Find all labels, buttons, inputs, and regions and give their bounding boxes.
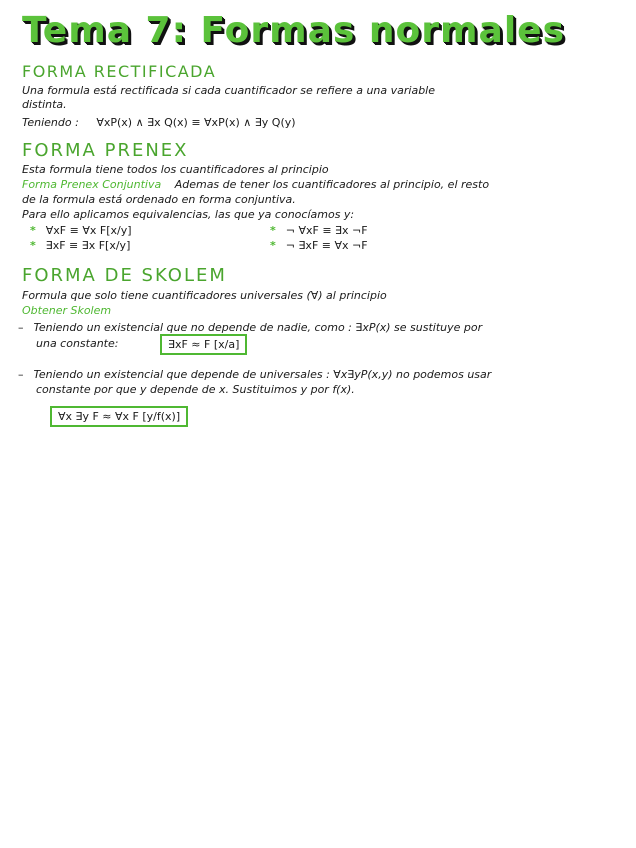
prenex-conjuntiva-line <box>22 178 489 192</box>
skolem-item-1 <box>18 321 482 335</box>
skolem-line-1: Formula que solo tiene cuantificadores universales (∀) al principio <box>22 289 387 302</box>
rectificada-example-label: Teniendo : <box>22 116 79 129</box>
asterisk-bullet-icon: * <box>30 239 36 252</box>
prenex-rule-text: ¬ ∀xF ≡ ∃x ¬F <box>285 224 368 237</box>
rectificada-line-2: distinta. <box>22 98 67 111</box>
skolem-constant-formula-box: ∃xF ≈ F [x/a] <box>160 334 247 355</box>
prenex-rule-text: ∀xF ≡ ∀x F[x/y] <box>45 224 132 237</box>
rectificada-line-1: Una formula está rectificada si cada cuantificador se refiere a una variable <box>22 84 435 97</box>
skolem-function-formula-box: ∀x ∃y F ≈ ∀x F [y/f(x)] <box>50 406 188 427</box>
prenex-conjuntiva-label: Forma Prenex Conjuntiva <box>22 178 162 191</box>
skolem-item-2 <box>18 368 491 382</box>
asterisk-bullet-icon: * <box>270 224 276 237</box>
skolem-item-1-text-2: una constante: <box>36 337 119 350</box>
dash-bullet-icon: – <box>18 321 24 334</box>
prenex-rule-text: ∃xF ≡ ∃x F[x/y] <box>45 239 131 252</box>
prenex-rule-text: ¬ ∃xF ≡ ∀x ¬F <box>285 239 368 252</box>
prenex-rule-2 <box>30 239 130 253</box>
prenex-conjuntiva-text-2: de la formula está ordenado en forma conjuntiva. <box>22 193 296 206</box>
prenex-line-1: Esta formula tiene todos los cuantificadores al principio <box>22 163 329 176</box>
section-heading-skolem: FORMA DE SKOLEM <box>22 265 227 286</box>
prenex-rule-3 <box>270 224 368 238</box>
skolem-item-1-text: Teniendo un existencial que no depende de nadie, como : ∃xP(x) se sustituye por <box>33 321 483 334</box>
prenex-rule-4 <box>270 239 368 253</box>
prenex-equiv-intro: Para ello aplicamos equivalencias, las que ya conocíamos y: <box>22 208 355 221</box>
section-heading-rectificada: FORMA RECTIFICADA <box>22 62 217 81</box>
prenex-rule-1 <box>30 224 132 238</box>
skolem-sub-label: Obtener Skolem <box>22 304 112 317</box>
rectificada-example-formula: ∀xP(x) ∧ ∃x Q(x) ≡ ∀xP(x) ∧ ∃y Q(y) <box>96 116 296 129</box>
section-heading-prenex: FORMA PRENEX <box>22 140 189 161</box>
asterisk-bullet-icon: * <box>30 224 36 237</box>
rectificada-example <box>22 116 296 130</box>
page-title: Tema 7: Formas normales <box>22 10 565 51</box>
asterisk-bullet-icon: * <box>270 239 276 252</box>
skolem-item-2-text: Teniendo un existencial que depende de universales : ∀x∃yP(x,y) no podemos usar <box>33 368 492 381</box>
prenex-conjuntiva-text: Ademas de tener los cuantificadores al principio, el resto <box>174 178 490 191</box>
dash-bullet-icon: – <box>18 368 24 381</box>
skolem-item-2-text-2: constante por que y depende de x. Sustituimos y por f(x). <box>36 383 355 396</box>
